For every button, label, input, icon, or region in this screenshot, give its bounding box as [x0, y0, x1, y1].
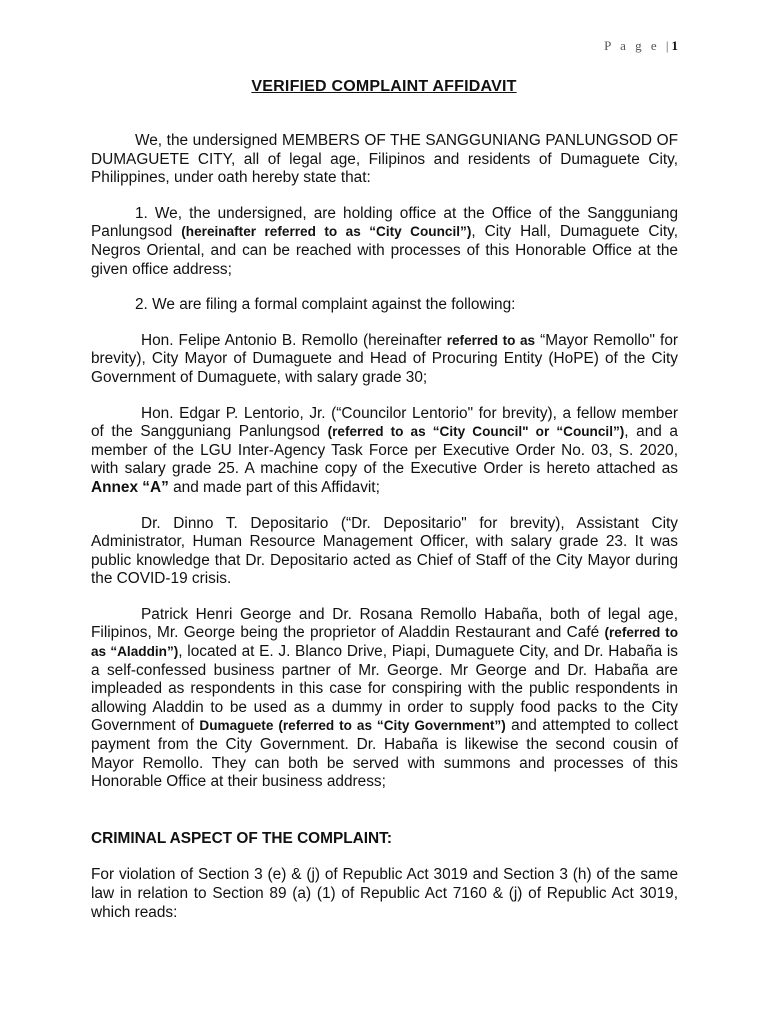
george-city-government-ref: Dumaguete (referred to as “City Government”)	[199, 718, 506, 734]
page-number-value: 1	[671, 38, 678, 53]
lentorio-council-ref: (referred to as “City Council" or “Council”)	[327, 424, 625, 440]
remollo-text-c: “Mayor Remollo" for brevity), City Mayor of Dumaguete and Head of Procuring Entity (HoPE) of the City Government of Dumaguete, with salary grade 30;	[91, 331, 678, 386]
george-text-c: , located at E. J. Blanco Drive, Piapi, Dumaguete City, and Dr. Habaña is a self-confessed business partner of Mr. George. Mr George and Dr. Habaña are impleaded as respondents in this case for conspiring with the public respondents in allowing Aladdin to be used as a dummy in order to supply food packs to the City Government of	[91, 643, 679, 735]
page-number	[604, 38, 678, 54]
paragraph-remollo	[91, 332, 678, 388]
paragraph-lentorio	[91, 405, 678, 498]
intro-paragraph: We, the undersigned MEMBERS OF THE SANGGUNIANG PANLUNGSOD OF DUMAGUETE CITY, all of legal age, Filipinos and residents of Dumaguete City, Philippines, under oath hereby state that:	[91, 132, 678, 187]
item1-text-a: 1. We, the undersigned, are holding office at the Office of the Sangguniang Panlungsod	[91, 204, 678, 241]
paragraph-item-2: 2. We are filing a formal complaint against the following:	[135, 296, 516, 314]
item1-city-council-ref: (hereinafter referred to as “City Council”)	[181, 224, 472, 240]
lentorio-annex-a: Annex “A”	[91, 478, 169, 496]
item1-text-c: , City Hall, Dumaguete City, Negros Oriental, and can be reached with processes of this Honorable Office at the given office address;	[91, 223, 678, 278]
remollo-referred-to-as: referred to as	[446, 332, 536, 348]
paragraph-violation: For violation of Section 3 (e) & (j) of Republic Act 3019 and Section 3 (h) of the same law in relation to Section 89 (a) (1) of Republic Act 7160 & (j) of Republic Act 3019, which reads:	[91, 866, 678, 921]
document-title: VERIFIED COMPLAINT AFFIDAVIT	[251, 78, 517, 95]
george-text-e: and attempted to collect payment from the City Government. Dr. Habaña is likewise the second cousin of Mayor Remollo. They can both be served with summons and processes of this Honorable Office at their business address;	[91, 717, 678, 791]
george-text-a: Patrick Henri George and Dr. Rosana Remollo Habaña, both of legal age, Filipinos, Mr. George being the proprietor of Aladdin Restaurant and Café	[91, 605, 678, 642]
paragraph-depositario: Dr. Dinno T. Depositario (“Dr. Depositario" for brevity), Assistant City Administrator, Human Resource Management Officer, with salary grade 23. It was public knowledge that Dr. Depositario acted as Chief of Staff of the City Mayor during the COVID-19 crisis.	[91, 514, 678, 588]
paragraph-george-habana	[91, 606, 678, 792]
lentorio-text-a: Hon. Edgar P. Lentorio, Jr. (“Councilor Lentorio" for brevity), a fellow member of the Sangguniang Panlungsod	[91, 404, 678, 441]
document-body	[91, 132, 678, 922]
remollo-text-a: Hon. Felipe Antonio B. Remollo (hereinafter	[141, 331, 447, 349]
criminal-aspect-heading: CRIMINAL ASPECT OF THE COMPLAINT:	[91, 829, 392, 847]
page-label: P a g e |	[604, 38, 672, 53]
lentorio-text-e: and made part of this Affidavit;	[168, 478, 380, 496]
lentorio-text-c: , and a member of the LGU Inter-Agency Task Force per Executive Order No. 03, S. 2020, with salary grade 25. A machine copy of the Executive Order is hereto attached as	[91, 423, 678, 478]
george-aladdin-ref: (referred to as “Aladdin”)	[91, 625, 678, 660]
paragraph-item-1	[91, 205, 678, 279]
